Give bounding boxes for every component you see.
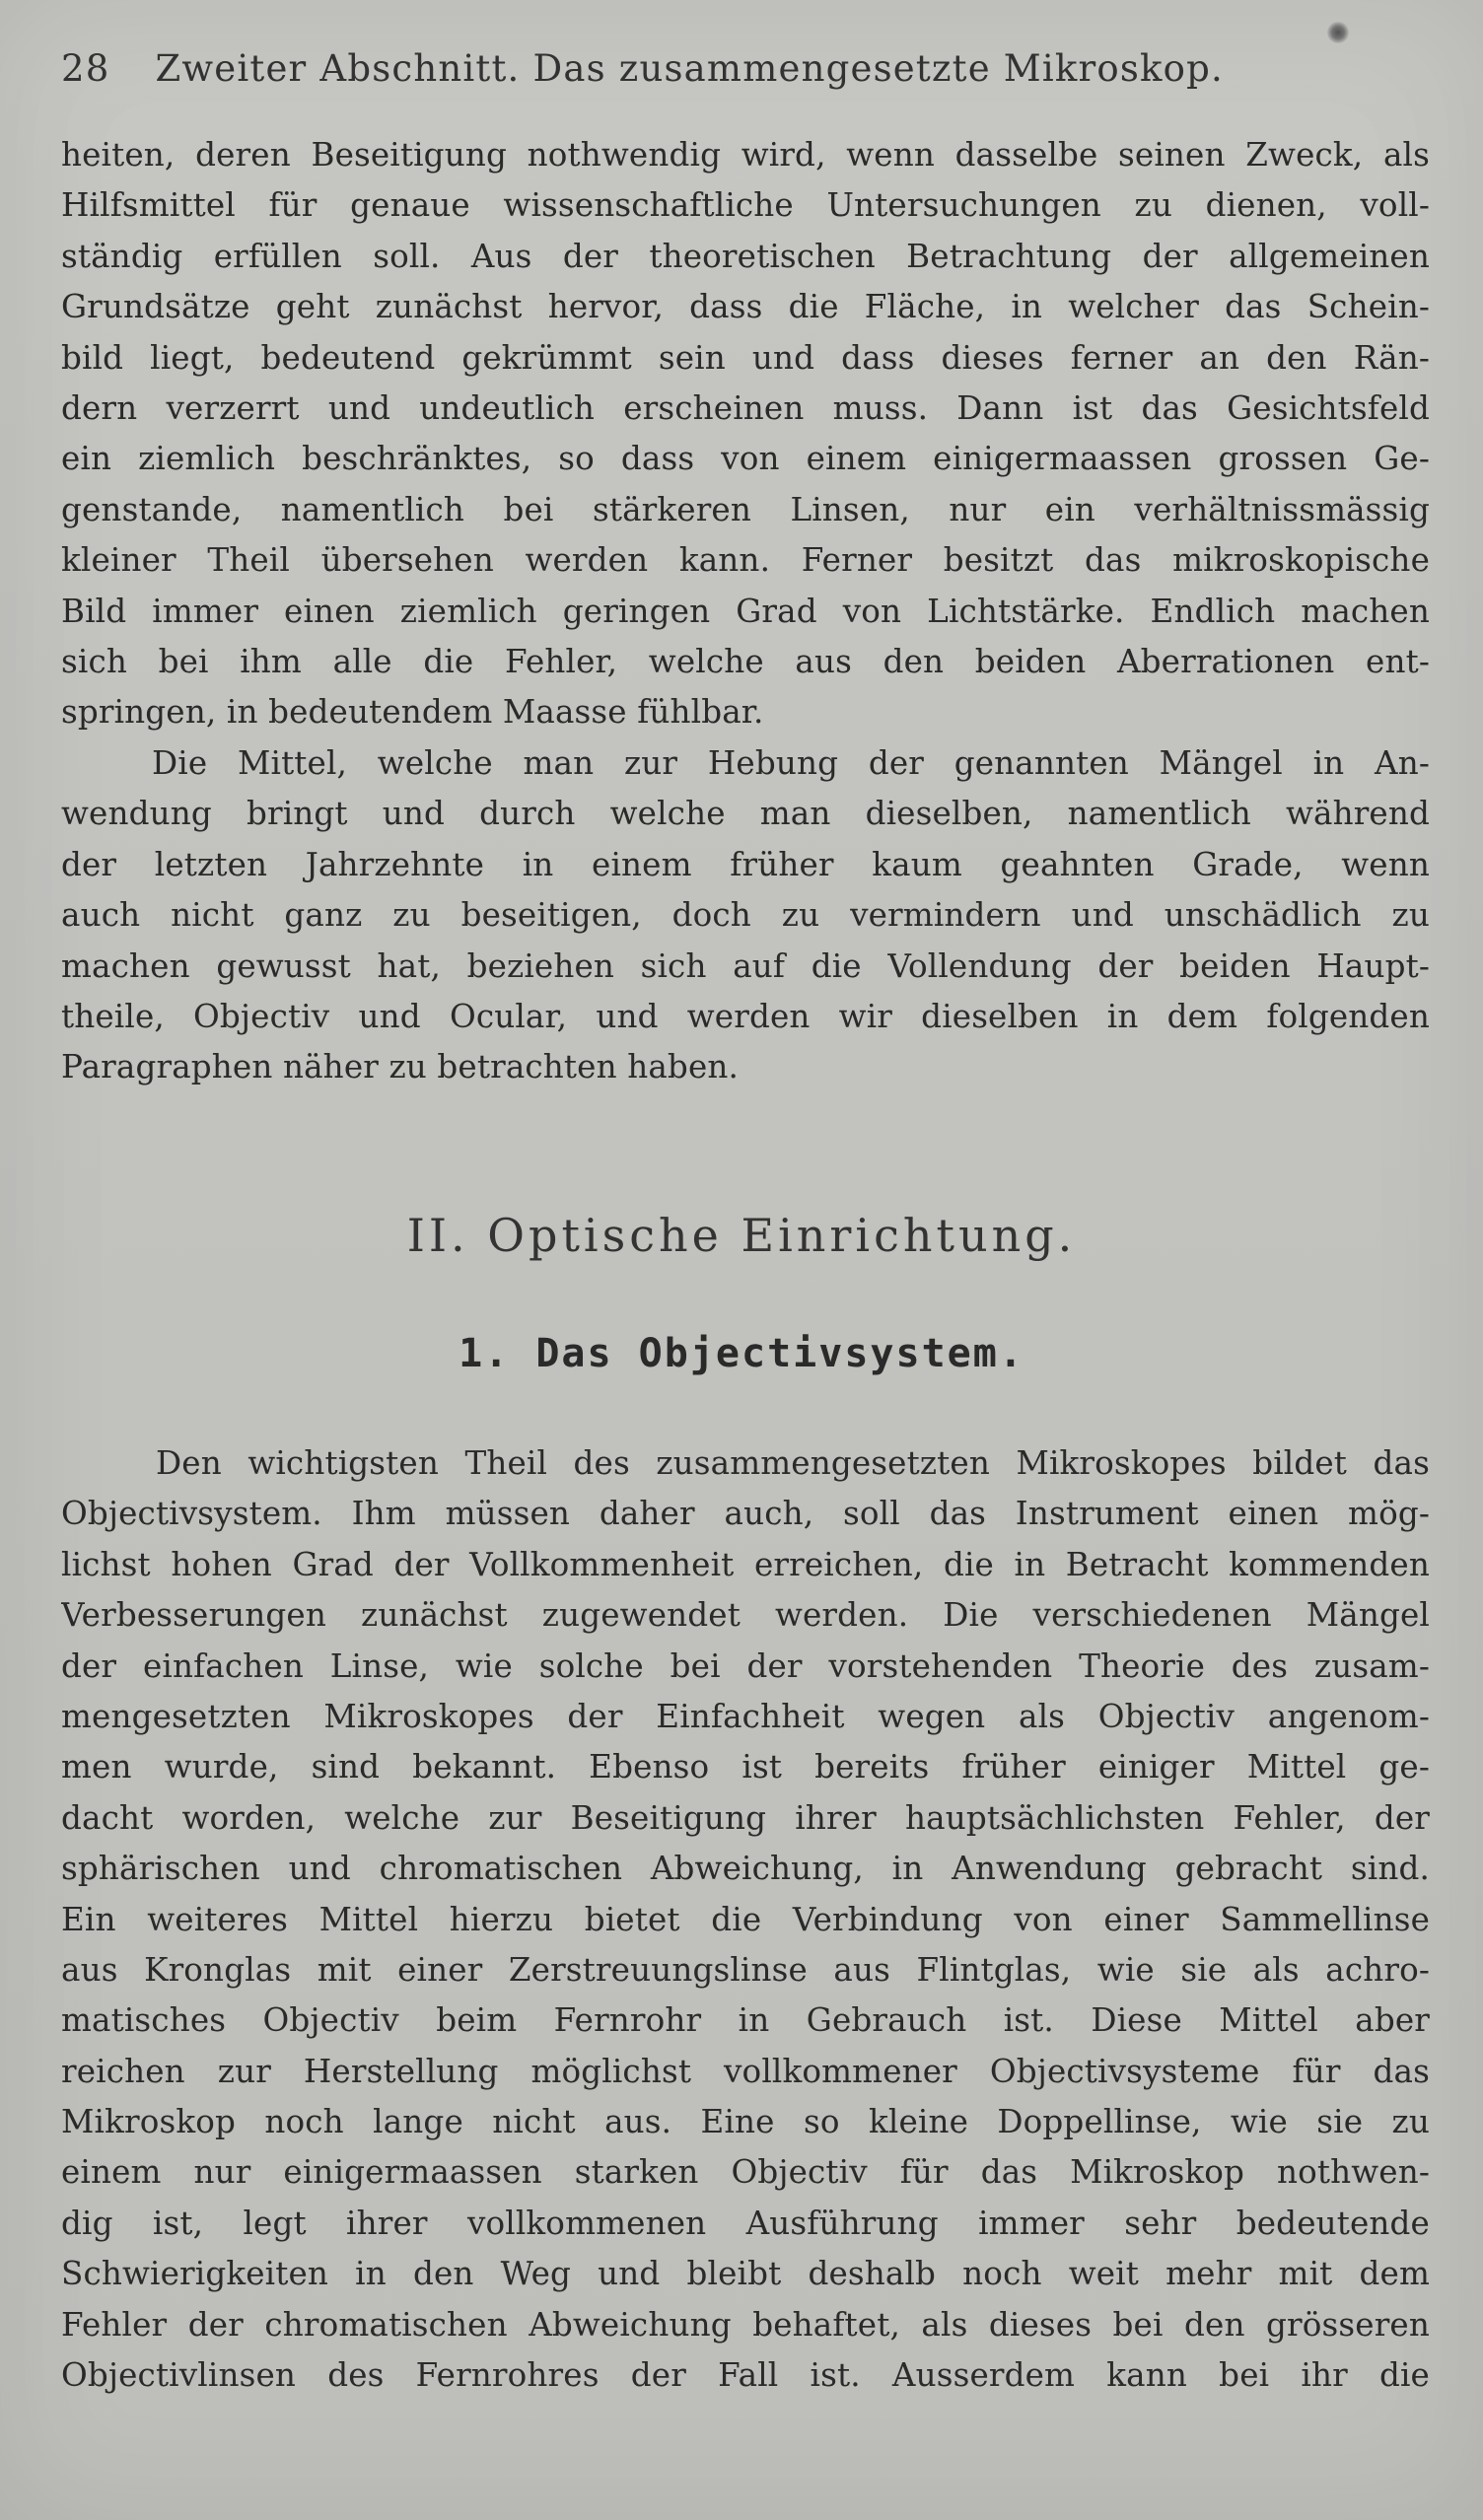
text-line: Bild immer einen ziemlich geringen Grad von Lichtstärke. Endlich machen xyxy=(61,592,1430,630)
text-line: springen, in bedeutendem Maasse fühlbar. xyxy=(61,693,764,732)
text-line: sich bei ihm alle die Fehler, welche aus den beiden Aberrationen ent- xyxy=(61,642,1430,680)
text-line: mengesetzten Mikroskopes der Einfachheit wegen als Objectiv angenom- xyxy=(61,1697,1430,1735)
section-heading: II. Optische Einrichtung. xyxy=(406,1209,1077,1262)
page-number: 28 xyxy=(61,47,110,90)
text-line: ein ziemlich beschränktes, so dass von einem einigermaassen grossen Ge- xyxy=(61,440,1430,478)
text-line: Den wichtigsten Theil des zusammengesetzten Mikroskopes bildet das xyxy=(156,1444,1430,1482)
text-line: theile, Objectiv und Ocular, und werden wir dieselben in dem folgenden xyxy=(61,997,1430,1035)
text-line: auch nicht ganz zu beseitigen, doch zu vermindern und unschädlich zu xyxy=(61,896,1430,935)
text-line: Objectivlinsen des Fernrohres der Fall ist. Ausserdem kann bei ihr die xyxy=(61,2356,1430,2395)
text-line: Mikroskop noch lange nicht aus. Eine so kleine Doppellinse, wie sie zu xyxy=(61,2103,1430,2141)
paragraph xyxy=(61,1438,1430,2401)
text-line: genstande, namentlich bei stärkeren Linsen, nur ein verhältnissmässig xyxy=(61,490,1430,528)
text-line: machen gewusst hat, beziehen sich auf die Vollendung der beiden Haupt- xyxy=(61,946,1430,985)
text-line: Hilfsmittel für genaue wissenschaftliche Untersuchungen zu dienen, voll- xyxy=(61,186,1430,225)
text-line: einem nur einigermaassen starken Objectiv für das Mikroskop nothwen- xyxy=(61,2153,1430,2192)
text-line: dig ist, legt ihrer vollkommenen Ausführung immer sehr bedeutende xyxy=(61,2204,1430,2242)
text-line: matisches Objectiv beim Fernrohr in Gebrauch ist. Diese Mittel aber xyxy=(61,2001,1430,2040)
text-line: lichst hohen Grad der Vollkommenheit erreichen, die in Betracht kommenden xyxy=(61,1545,1430,1583)
text-line: men wurde, sind bekannt. Ebenso ist bereits früher einiger Mittel ge- xyxy=(61,1748,1430,1786)
subsection-heading: 1. Das Objectivsystem. xyxy=(459,1331,1024,1376)
running-head xyxy=(61,47,1442,90)
text-line: Paragraphen näher zu betrachten haben. xyxy=(61,1048,740,1086)
text-line: sphärischen und chromatischen Abweichung, in Anwendung gebracht sind. xyxy=(61,1850,1430,1888)
text-line: Die Mittel, welche man zur Hebung der genannten Mängel in An- xyxy=(152,744,1430,782)
text-line: wendung bringt und durch welche man dieselben, namentlich während xyxy=(61,795,1430,833)
text-line: Schwierigkeiten in den Weg und bleibt deshalb noch weit mehr mit dem xyxy=(61,2255,1430,2293)
ink-smudge xyxy=(1327,22,1349,43)
text-line: der einfachen Linse, wie solche bei der vorstehenden Theorie des zusam- xyxy=(61,1646,1430,1685)
text-line: Verbesserungen zunächst zugewendet werden. Die verschiedenen Mängel xyxy=(61,1596,1430,1635)
text-line: reichen zur Herstellung möglichst vollkommener Objectivsysteme für das xyxy=(61,2052,1430,2090)
paragraph xyxy=(61,738,1430,1093)
paragraph-continued xyxy=(61,130,1430,738)
text-line: Fehler der chromatischen Abweichung behaftet, als dieses bei den grösseren xyxy=(61,2305,1430,2344)
text-line: Ein weiteres Mittel hierzu bietet die Verbindung von einer Sammellinse xyxy=(61,1900,1430,1938)
text-line: dacht worden, welche zur Beseitigung ihrer hauptsächlichsten Fehler, der xyxy=(61,1798,1430,1837)
text-line: ständig erfüllen soll. Aus der theoretischen Betrachtung der allgemeinen xyxy=(61,237,1430,275)
text-line: dern verzerrt und undeutlich erscheinen muss. Dann ist das Gesichtsfeld xyxy=(61,388,1430,427)
text-line: der letzten Jahrzehnte in einem früher kaum geahnten Grade, wenn xyxy=(61,845,1430,883)
text-line: bild liegt, bedeutend gekrümmt sein und dass dieses ferner an den Rän- xyxy=(61,338,1430,377)
text-line: Objectivsystem. Ihm müssen daher auch, soll das Instrument einen mög- xyxy=(61,1495,1430,1533)
text-line: kleiner Theil übersehen werden kann. Ferner besitzt das mikroskopische xyxy=(61,541,1430,580)
text-line: Grundsätze geht zunächst hervor, dass die Fläche, in welcher das Schein- xyxy=(61,288,1430,326)
text-line: aus Kronglas mit einer Zerstreuungslinse aus Flintglas, wie sie als achro- xyxy=(61,1950,1430,1989)
running-head-title: Zweiter Abschnitt. Das zusammengesetzte Mikroskop. xyxy=(155,47,1225,90)
text-line: heiten, deren Beseitigung nothwendig wird, wenn dasselbe seinen Zweck, als xyxy=(61,136,1430,174)
